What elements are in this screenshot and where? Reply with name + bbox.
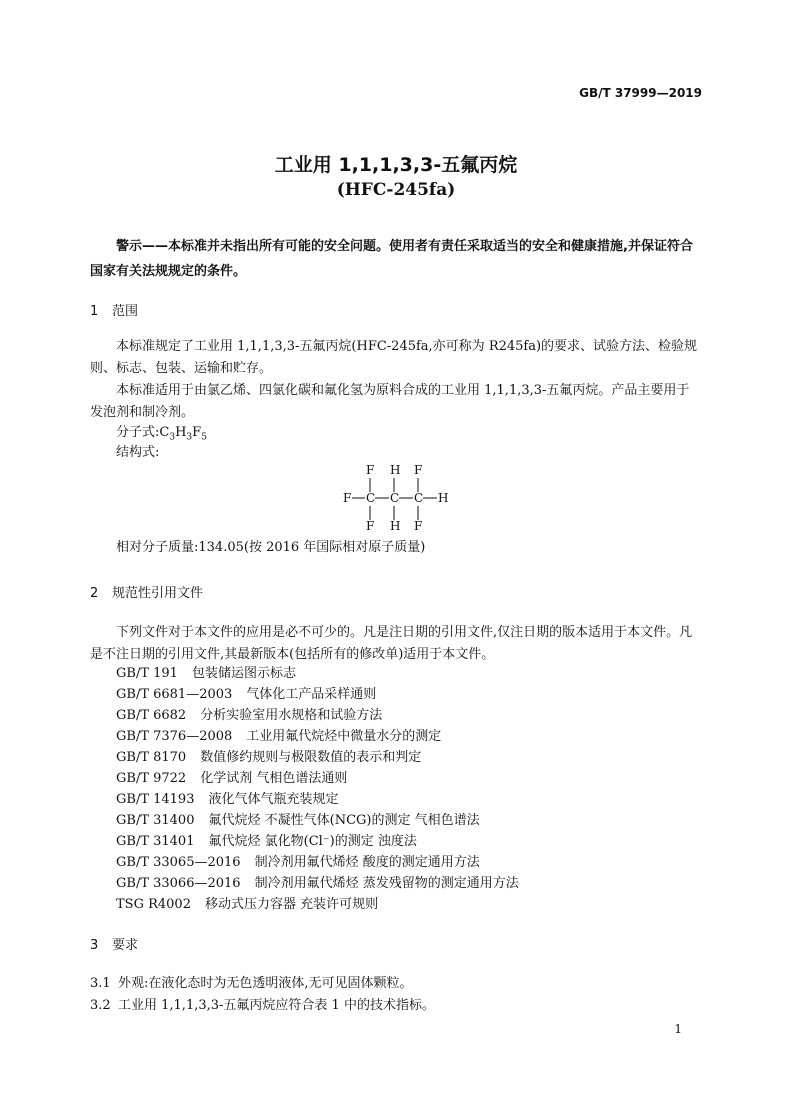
reference-item <box>116 706 382 726</box>
atom-f-bottom-1: F <box>366 519 375 533</box>
reference-code: GB/T 14193 <box>116 792 195 807</box>
reference-item <box>116 895 378 915</box>
document-subtitle: (HFC-245fa) <box>336 180 456 200</box>
section-title: 规范性引用文件 <box>112 586 204 601</box>
formula-carbon: C <box>159 425 170 440</box>
reference-item <box>116 811 480 831</box>
formula-hydrogen: H <box>175 425 187 440</box>
section-number: 2 <box>90 586 99 601</box>
requirement-text: 外观:在液化态时为无色透明液体,无可见固体颗粒。 <box>118 976 413 991</box>
reference-code: GB/T 31400 <box>116 813 195 828</box>
reference-item <box>116 853 480 873</box>
document-title: 工业用 1,1,1,3,3-五氟丙烷 <box>274 154 518 176</box>
requirement-text: 工业用 1,1,1,3,3-五氟丙烷应符合表 1 中的技术指标。 <box>118 998 435 1013</box>
reference-item <box>116 832 417 852</box>
atom-h-right: H <box>438 491 449 505</box>
atom-c-3: C <box>414 491 424 505</box>
warning-note: 警示——本标准并未指出所有可能的安全问题。使用者有责任采取适当的安全和健康措施,并保证符合国家有关法规规定的条件。 <box>90 239 693 279</box>
reference-title: 氟代烷烃 不凝性气体(NCG)的测定 气相色谱法 <box>208 813 480 828</box>
requirement-number: 3.2 <box>90 998 111 1013</box>
reference-title: 包装储运图示标志 <box>191 666 296 681</box>
reference-title: 化学试剂 气相色谱法通则 <box>200 771 348 786</box>
atom-h-top: H <box>390 463 401 477</box>
reference-title: 氟代烷烃 氯化物(Cl⁻)的测定 浊度法 <box>208 834 417 849</box>
reference-item <box>116 790 339 810</box>
reference-item <box>116 748 421 768</box>
formula-label: 分子式: <box>116 425 160 440</box>
reference-item <box>116 664 296 684</box>
molar-mass: 相对分子质量:134.05(按 2016 年国际相对原子质量) <box>116 540 426 555</box>
reference-code: GB/T 6681—2003 <box>116 687 233 702</box>
reference-title: 移动式压力容器 充装许可规则 <box>204 897 379 912</box>
section-title: 要求 <box>112 938 139 953</box>
reference-item <box>116 727 441 747</box>
reference-title: 制冷剂用氟代烯烃 蒸发残留物的测定通用方法 <box>254 876 519 891</box>
scope-paragraph-2: 本标准适用于由氯乙烯、四氯化碳和氟化氢为原料合成的工业用 1,1,1,3,3-五氟丙烷。产品主要用于发泡剂和制冷剂。 <box>90 383 690 420</box>
reference-code: GB/T 33065—2016 <box>116 855 241 870</box>
references-intro: 下列文件对于本文件的应用是必不可少的。凡是注日期的引用文件,仅注日期的版本适用于本文件。凡是不注日期的引用文件,其最新版本(包括所有的修改单)适用于本文件。 <box>90 625 693 662</box>
reference-title: 数值修约规则与极限数值的表示和判定 <box>200 750 422 765</box>
reference-item <box>116 874 519 894</box>
section-number: 3 <box>90 938 99 953</box>
atom-f-left: F <box>343 491 352 505</box>
atom-f-top-2: F <box>414 463 423 477</box>
reference-code: GB/T 9722 <box>116 771 187 786</box>
structural-formula <box>340 462 460 538</box>
reference-item <box>116 769 347 789</box>
section-3-heading <box>90 934 138 953</box>
formula-hydrogen-count: 3 <box>186 432 193 443</box>
formula-fluorine: F <box>192 425 202 440</box>
requirement-number: 3.1 <box>90 976 111 991</box>
reference-code: GB/T 33066—2016 <box>116 876 241 891</box>
reference-code: GB/T 191 <box>116 666 178 681</box>
page-number: 1 <box>674 1022 682 1036</box>
requirement-item <box>90 974 413 994</box>
reference-item <box>116 685 376 705</box>
reference-code: GB/T 31401 <box>116 834 195 849</box>
reference-title: 液化气体气瓶充装规定 <box>208 792 339 807</box>
section-title: 范围 <box>112 304 139 319</box>
atom-h-bottom: H <box>390 519 401 533</box>
requirement-item <box>90 996 435 1016</box>
reference-title: 工业用氟代烷烃中微量水分的测定 <box>246 729 442 744</box>
atom-c-2: C <box>390 491 400 505</box>
formula-fluorine-count: 5 <box>201 432 207 443</box>
reference-title: 分析实验室用水规格和试验方法 <box>200 708 383 723</box>
reference-title: 气体化工产品采样通则 <box>246 687 377 702</box>
reference-code: TSG R4002 <box>116 897 191 912</box>
scope-paragraph-1: 本标准规定了工业用 1,1,1,3,3-五氟丙烷(HFC-245fa,亦可称为 R245fa)的要求、试验方法、检验规则、标志、包装、运输和贮存。 <box>90 339 698 376</box>
section-2-heading <box>90 582 203 601</box>
atom-f-bottom-2: F <box>414 519 423 533</box>
section-1-heading <box>90 300 138 319</box>
atom-f-top-1: F <box>366 463 375 477</box>
reference-code: GB/T 8170 <box>116 750 187 765</box>
atom-c-1: C <box>366 491 376 505</box>
structural-formula-label: 结构式: <box>116 445 160 460</box>
reference-code: GB/T 6682 <box>116 708 187 723</box>
standard-number: GB/T 37999—2019 <box>579 86 702 100</box>
reference-title: 制冷剂用氟代烯烃 酸度的测定通用方法 <box>254 855 480 870</box>
section-number: 1 <box>90 304 99 319</box>
formula-carbon-count: 3 <box>169 432 176 443</box>
reference-code: GB/T 7376—2008 <box>116 729 233 744</box>
